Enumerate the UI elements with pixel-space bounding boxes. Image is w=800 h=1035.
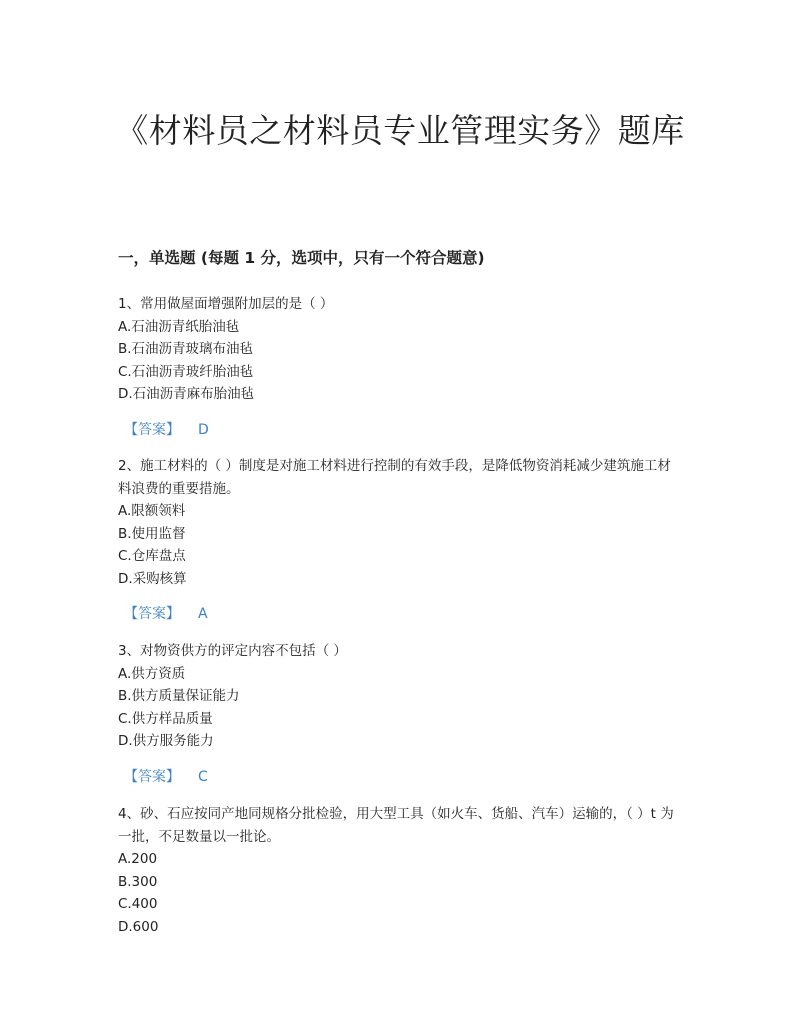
option-a: A.200 <box>118 851 158 867</box>
option-c: C.400 <box>118 896 158 912</box>
section-heading: 一，单选题 (每题 1 分，选项中，只有一个符合题意) <box>118 249 485 267</box>
question-stem: 3、对物资供方的评定内容不包括（ ） <box>118 643 347 659</box>
answer-value: D <box>198 421 209 438</box>
answer-value: C <box>198 768 208 785</box>
question-1 <box>118 293 684 441</box>
answer-line <box>118 419 684 441</box>
question-2 <box>118 455 684 625</box>
answer-value: A <box>198 606 208 622</box>
option-c: C.石油沥青玻纤胎油毡 <box>118 363 254 380</box>
answer-label: 【答案】 <box>124 606 180 622</box>
answer-line <box>118 603 684 625</box>
option-b: B.使用监督 <box>118 525 186 542</box>
answer-line <box>118 766 684 788</box>
question-3 <box>118 640 684 788</box>
option-b: B.300 <box>118 873 158 890</box>
option-d: D.石油沥青麻布胎油毡 <box>118 386 255 402</box>
option-d: D.供方服务能力 <box>118 733 214 749</box>
option-list <box>118 663 684 753</box>
document-title: 《材料员之材料员专业管理实务》题库 <box>115 111 685 150</box>
option-c: C.供方样品质量 <box>118 710 213 727</box>
option-a: A.限额领料 <box>118 503 186 519</box>
option-c: C.仓库盘点 <box>118 548 186 564</box>
question-stem: 1、常用做屋面增强附加层的是（ ） <box>118 296 334 312</box>
answer-label: 【答案】 <box>124 421 180 438</box>
option-b: B.石油沥青玻璃布油毡 <box>118 341 254 357</box>
question-stem: 4、砂、石应按同产地同规格分批检验，用大型工具（如火车、货船、汽车）运输的，（ ）t 为一批，不足数量以一批论。 <box>118 806 674 845</box>
option-d: D.采购核算 <box>118 570 187 587</box>
option-list <box>118 500 684 590</box>
question-stem: 2、施工材料的（ ）制度是对施工材料进行控制的有效手段，是降低物资消耗减少建筑施工材料浪费的重要措施。 <box>118 458 671 497</box>
option-list <box>118 316 684 406</box>
option-a: A.供方资质 <box>118 665 186 682</box>
question-4 <box>118 803 684 938</box>
option-d: D.600 <box>118 918 159 935</box>
option-a: A.石油沥青纸胎油毡 <box>118 318 240 335</box>
option-b: B.供方质量保证能力 <box>118 688 240 704</box>
answer-label: 【答案】 <box>124 768 180 785</box>
option-list <box>118 848 684 938</box>
